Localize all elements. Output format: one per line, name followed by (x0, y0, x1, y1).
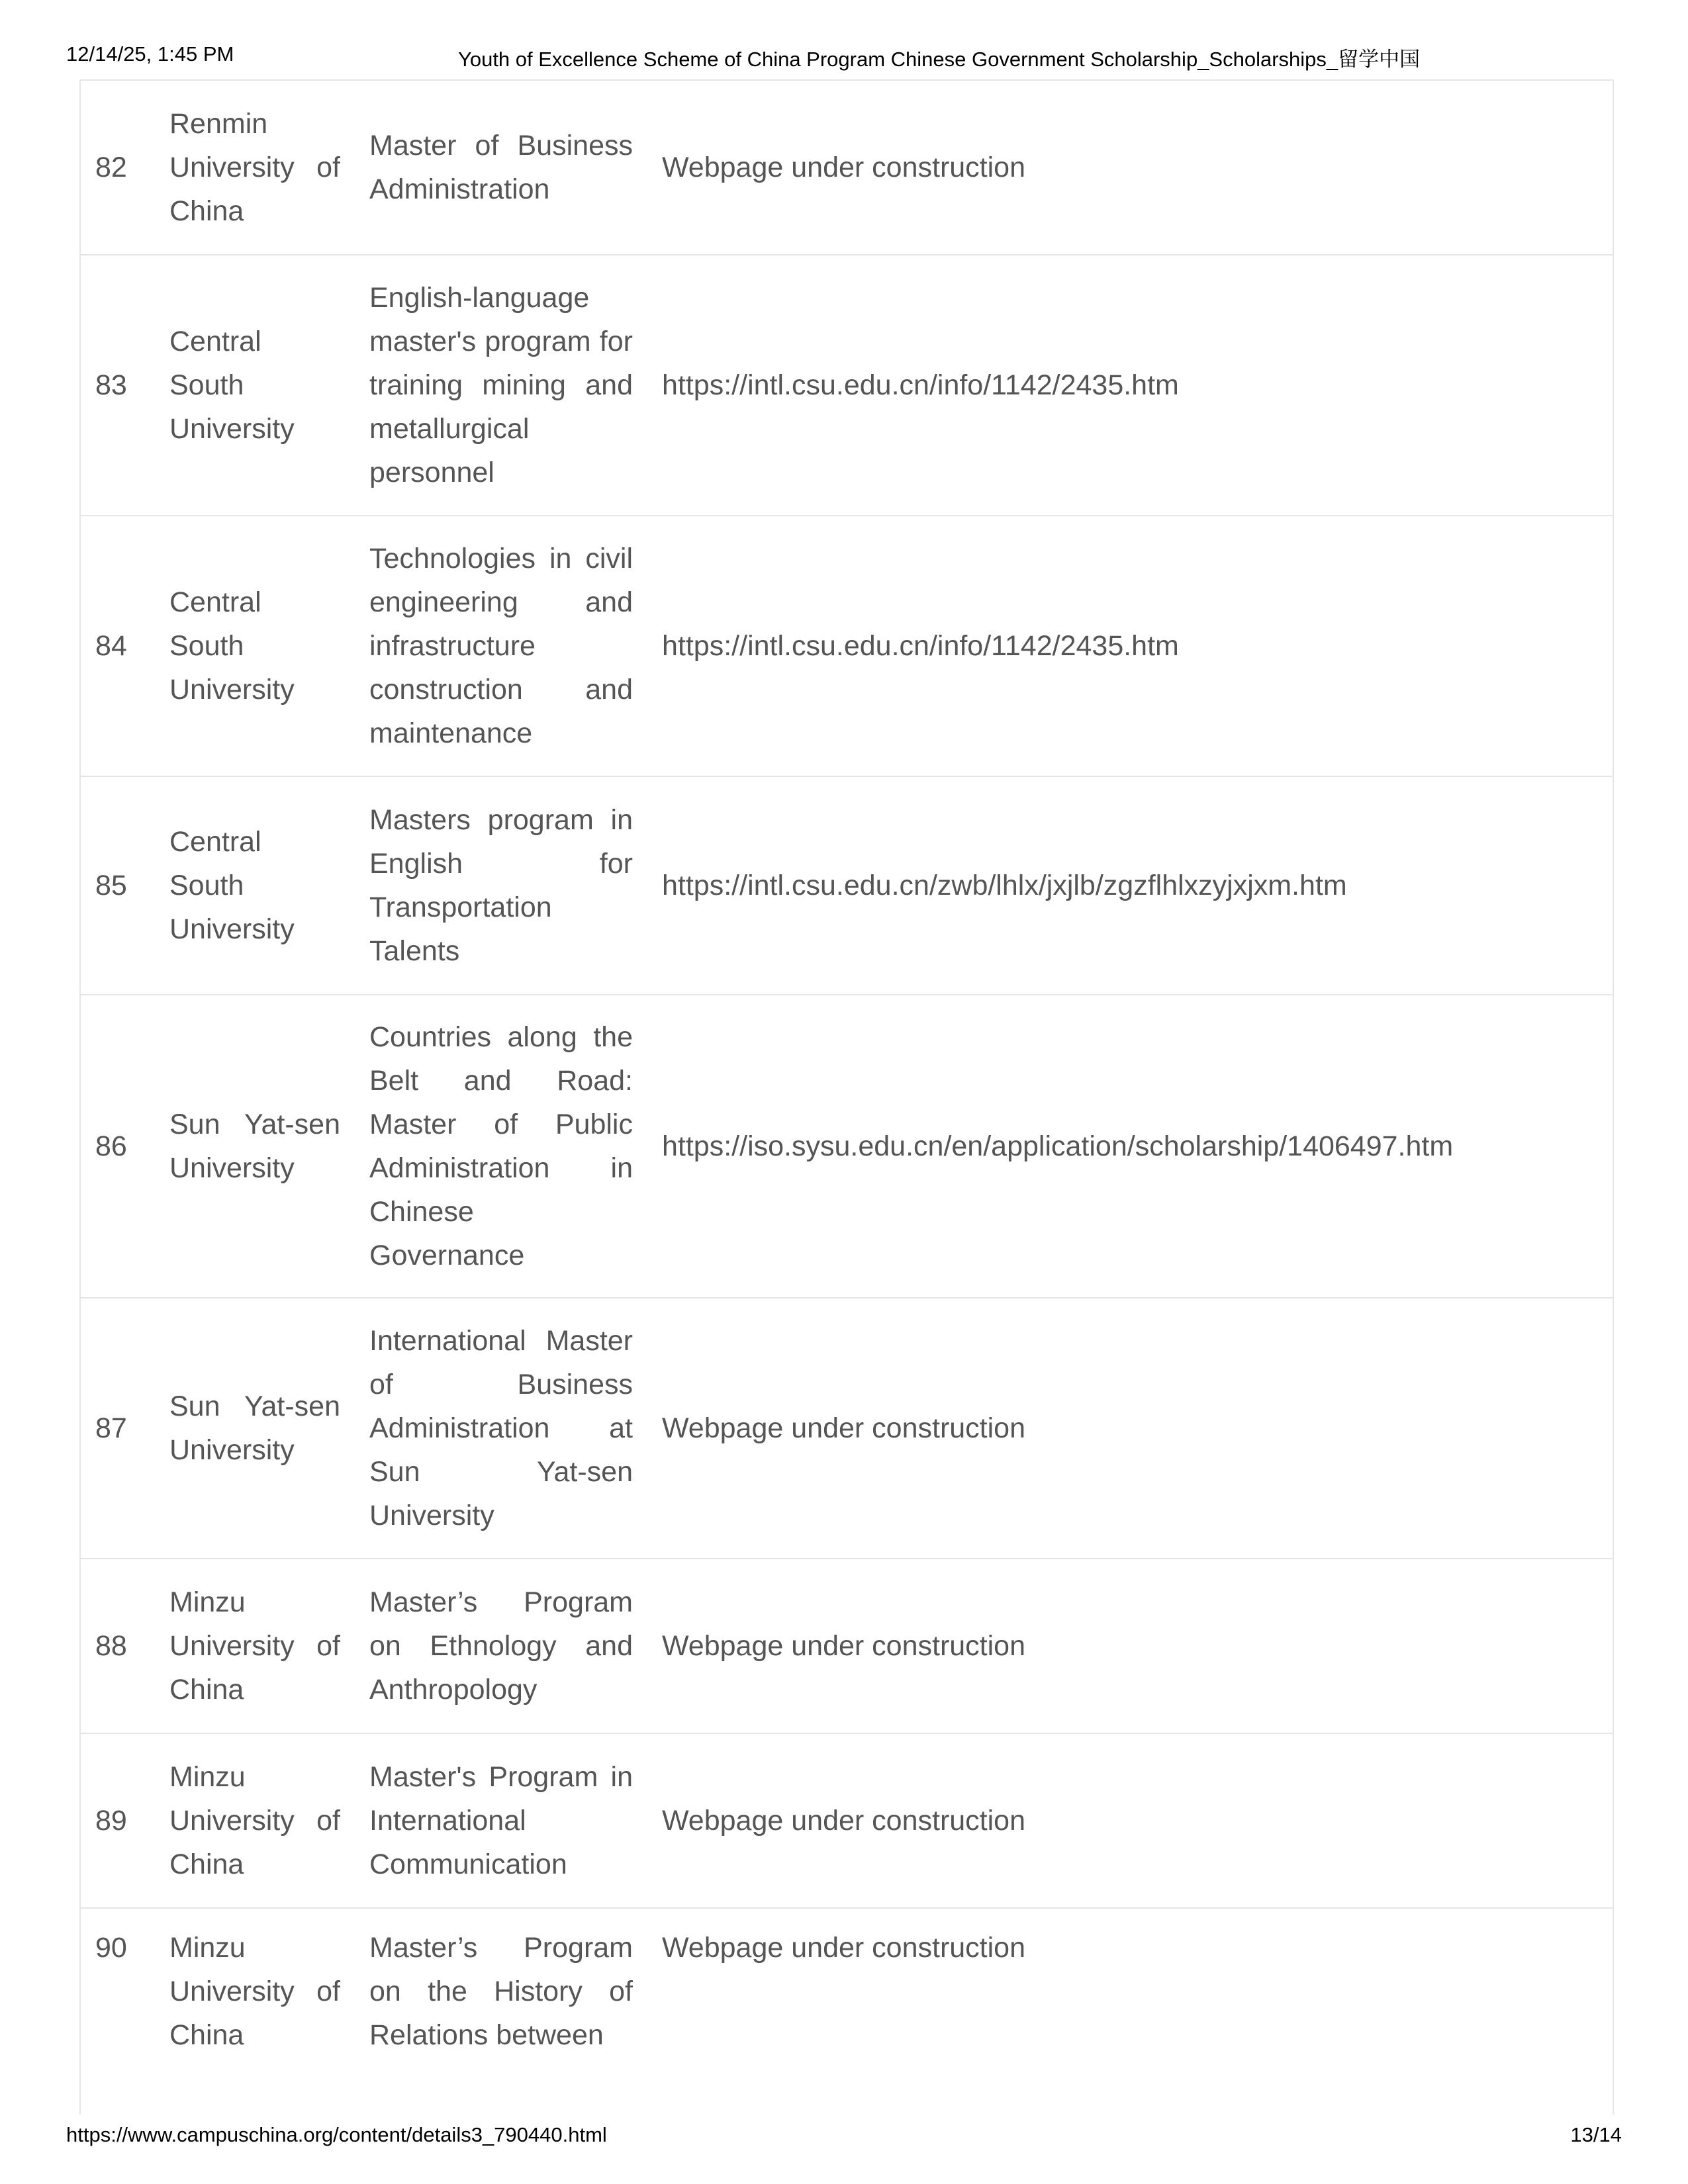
table-row (81, 516, 1613, 776)
program-link[interactable]: https://iso.sysu.edu.cn/en/application/scholarship/1406497.htm (662, 1130, 1454, 1162)
program-link: Webpage under construction (662, 1805, 1026, 1837)
table-row (81, 1559, 1613, 1733)
row-number: 84 (95, 630, 127, 662)
program-name: International Master of Business Administration at Sun Yat-sen University (369, 1325, 633, 1531)
page-number: 13/14 (1570, 2123, 1622, 2146)
program-link: Webpage under construction (662, 1630, 1026, 1662)
row-number: 82 (95, 152, 127, 183)
table-row (81, 995, 1613, 1298)
row-number: 89 (95, 1805, 127, 1837)
scholarship-table (81, 79, 1613, 2115)
program-name: Countries along the Belt and Road: Master of Public Administration in Chinese Governance (369, 1021, 633, 1271)
university-name: Sun Yat-sen University (169, 1390, 340, 1466)
university-name: Central South University (169, 826, 295, 945)
program-link[interactable]: https://intl.csu.edu.cn/info/1142/2435.htm (662, 630, 1179, 662)
university-name: Minzu University of China (169, 1761, 340, 1880)
university-name: Minzu University of China (169, 1932, 340, 2051)
university-name: Central South University (169, 326, 295, 445)
table-row (81, 1908, 1613, 2115)
program-link[interactable]: https://intl.csu.edu.cn/info/1142/2435.htm (662, 369, 1179, 401)
program-link[interactable]: https://intl.csu.edu.cn/zwb/lhlx/jxjlb/zgzflhlxzyjxjxm.htm (662, 870, 1347, 901)
program-name: Masters program in English for Transportation Talents (369, 804, 633, 967)
table-row (81, 776, 1613, 995)
university-name: Minzu University of China (169, 1586, 340, 1706)
table-row (81, 255, 1613, 516)
program-name: English-language master's program for training mining and metallurgical personnel (369, 282, 633, 488)
print-page-title: Youth of Excellence Scheme of China Program Chinese Government Scholarship_Scholarships_留学中国 (458, 48, 1421, 71)
table-row (81, 1298, 1613, 1559)
print-datetime: 12/14/25, 1:45 PM (66, 42, 234, 66)
university-name: Sun Yat-sen University (169, 1109, 340, 1184)
program-link: Webpage under construction (662, 152, 1026, 183)
university-name: Central South University (169, 586, 295, 705)
row-number: 86 (95, 1130, 127, 1162)
university-name: Renmin University of China (169, 108, 340, 227)
row-number: 83 (95, 369, 127, 401)
row-number: 85 (95, 870, 127, 901)
table-row (81, 1733, 1613, 1908)
program-link: Webpage under construction (662, 1412, 1026, 1444)
program-name: Technologies in civil engineering and infrastructure construction and maintenance (369, 543, 633, 749)
row-number: 87 (95, 1412, 127, 1444)
scholarship-table-container (79, 79, 1614, 2115)
program-name: Master’s Program on Ethnology and Anthropology (369, 1586, 633, 1706)
program-name: Master's Program in International Communication (369, 1761, 633, 1880)
row-number: 88 (95, 1630, 127, 1662)
program-link: Webpage under construction (662, 1932, 1026, 1964)
row-number: 90 (95, 1932, 127, 1964)
program-name: Master of Business Administration (369, 130, 633, 205)
table-row (81, 80, 1613, 255)
program-name: Master’s Program on the History of Relations between (369, 1932, 633, 2051)
print-footer-url: https://www.campuschina.org/content/details3_790440.html (66, 2123, 607, 2146)
